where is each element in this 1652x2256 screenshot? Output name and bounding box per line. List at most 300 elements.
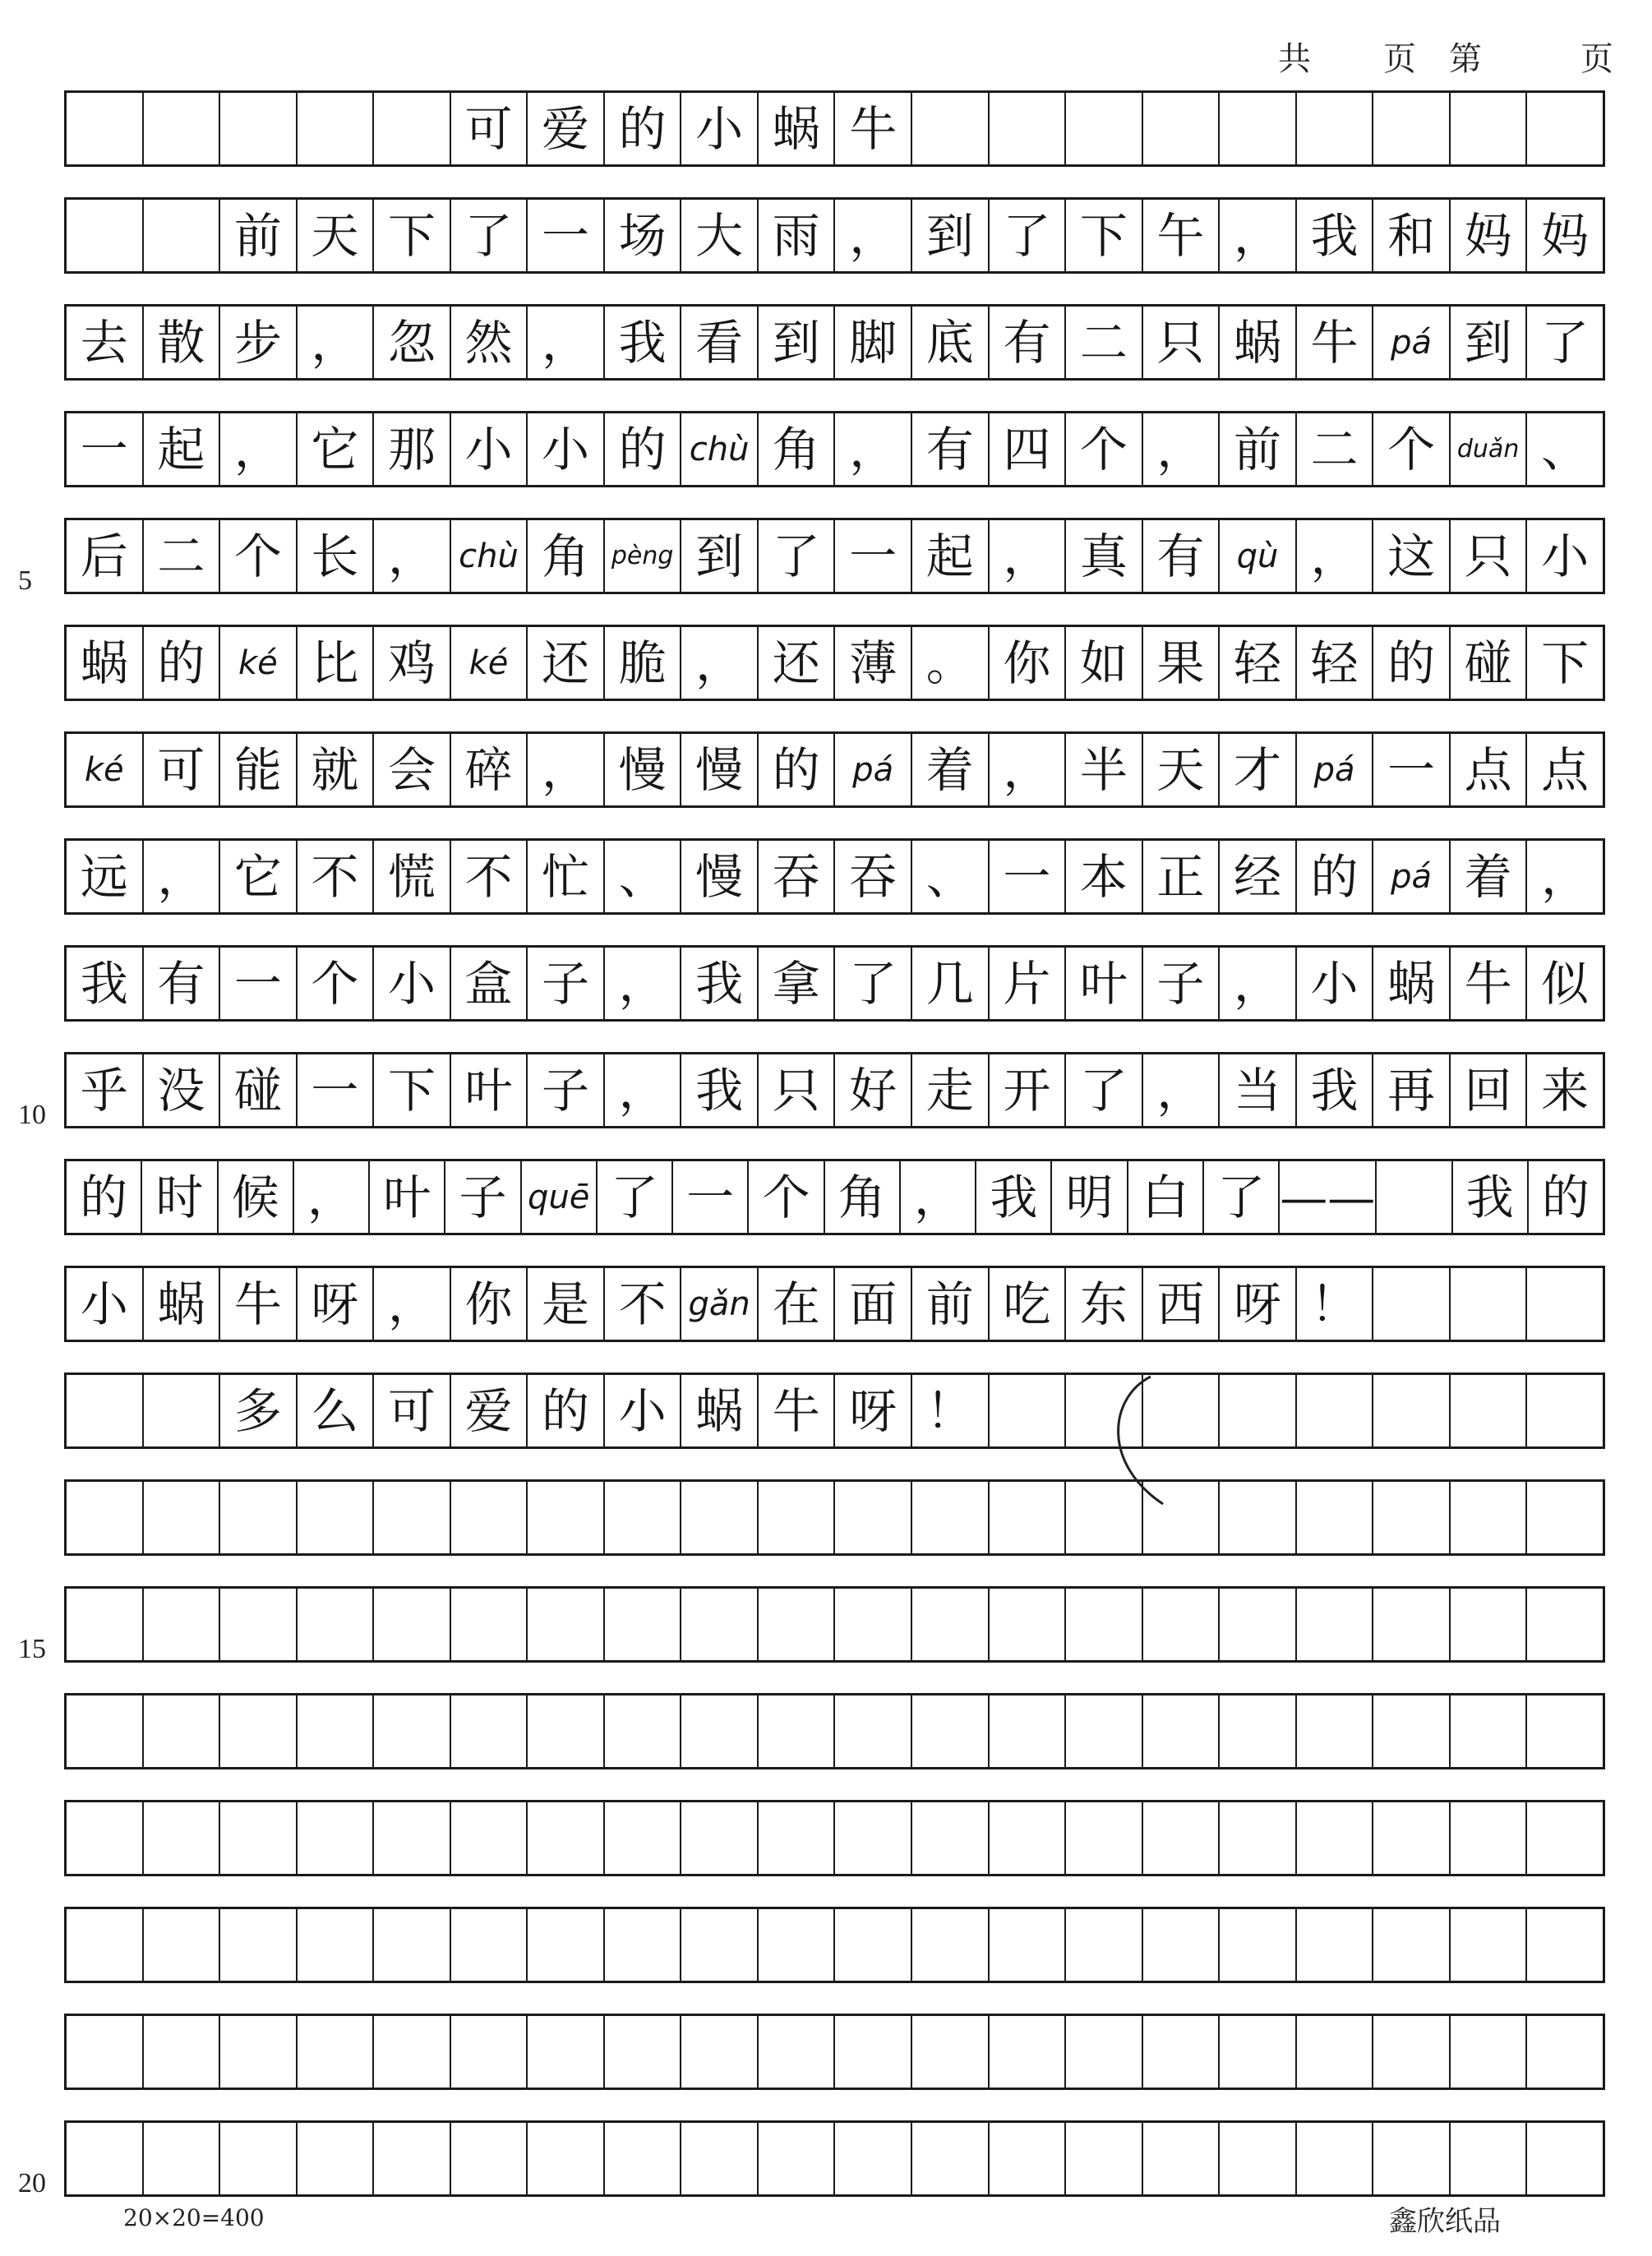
grid-cell: 小 <box>1541 528 1590 584</box>
grid-cell <box>220 2016 298 2088</box>
grid-cell: ， <box>374 1268 451 1340</box>
grid-cell: 它 <box>220 841 298 912</box>
grid-cell: 牛 <box>759 1375 836 1446</box>
grid-cell: 小 <box>528 413 605 485</box>
grid-cell: ， <box>1297 520 1374 592</box>
grid-cell: 有 <box>144 948 221 1019</box>
grid-cell: 到 <box>1451 307 1528 378</box>
grid-cell: 然 <box>451 307 528 378</box>
grid-cell <box>990 1802 1067 1874</box>
grid-cell: 小 <box>451 413 528 485</box>
grid-cell: 只 <box>1451 520 1528 592</box>
grid-cell <box>298 93 375 164</box>
paper-brand: 鑫欣纸品 <box>1389 2205 1501 2238</box>
grid-cell: 四 <box>990 413 1067 485</box>
grid-cell: 是 <box>528 1268 605 1340</box>
grid-cell: quē <box>522 1161 598 1233</box>
grid-cell: 去 <box>67 307 144 378</box>
grid-cell: 西 <box>1143 1268 1221 1340</box>
grid-cell: 小 <box>1297 948 1374 1019</box>
grid-cell <box>220 93 298 164</box>
grid-cell <box>1373 2016 1451 2088</box>
grid-cell: pèng <box>605 520 682 592</box>
grid-cell: 不 <box>451 841 528 912</box>
grid-cell <box>605 2016 682 2088</box>
grid-cell <box>144 1589 221 1660</box>
grid-cell <box>451 1482 528 1553</box>
grid-cell <box>298 1695 375 1767</box>
grid-cell: ， <box>220 413 298 485</box>
grid-cell: 没 <box>144 1054 221 1126</box>
grid-cell <box>759 1802 836 1874</box>
grid-cell <box>374 1695 451 1767</box>
grid-cell <box>1451 2123 1528 2194</box>
grid-cell: pá <box>1297 734 1374 805</box>
grid-cell <box>990 2123 1067 2194</box>
grid-cell <box>1527 1482 1603 1553</box>
grid-cell: 妈 <box>1451 200 1528 271</box>
grid-row <box>64 945 1605 1022</box>
grid-cell: 呀 <box>835 1375 912 1446</box>
grid-cell: ， <box>144 841 221 912</box>
grid-cell <box>298 1802 375 1874</box>
grid-cell <box>835 1802 912 1874</box>
grid-cell <box>1527 1802 1603 1874</box>
grid-cell <box>1373 1268 1451 1340</box>
grid-cell <box>1143 1802 1221 1874</box>
grid-cell: 二 <box>144 520 221 592</box>
grid-row <box>64 1266 1605 1342</box>
grid-cell <box>1066 1802 1143 1874</box>
grid-cell: 下 <box>1066 200 1143 271</box>
line-number: 20 <box>18 2168 46 2198</box>
grid-cell: 我 <box>1297 200 1374 271</box>
grid-cell <box>1297 1589 1374 1660</box>
grid-cell <box>1143 93 1221 164</box>
grid-cell <box>912 1802 990 1874</box>
grid-cell: 子 <box>1143 948 1221 1019</box>
grid-cell: 、 <box>912 841 990 912</box>
grid-cell: 我 <box>681 948 759 1019</box>
grid-cell: 远 <box>67 841 144 912</box>
grid-cell <box>451 2016 528 2088</box>
grid-cell: 蜗 <box>1373 948 1451 1019</box>
grid-cell: ， <box>298 307 375 378</box>
grid-cell: 走 <box>912 1054 990 1126</box>
grid-cell: 几 <box>912 948 990 1019</box>
grid-cell: ， <box>835 200 912 271</box>
line-number: 5 <box>18 565 32 596</box>
grid-cell: 我 <box>1453 1161 1529 1233</box>
grid-cell: 我 <box>1297 1054 1374 1126</box>
grid-cell <box>912 1482 990 1553</box>
grid-cell: 了 <box>835 948 912 1019</box>
grid-cell <box>67 2123 144 2194</box>
grid-cell <box>1377 1161 1452 1233</box>
grid-cell: 看 <box>681 307 759 378</box>
grid-cell <box>605 1909 682 1981</box>
grid-cell: 经 <box>1220 841 1297 912</box>
grid-cell: 片 <box>990 948 1067 1019</box>
grid-cell: 还 <box>528 627 605 699</box>
grid-cell <box>1373 1375 1451 1446</box>
grid-cell <box>220 1589 298 1660</box>
grid-cell <box>1373 1802 1451 1874</box>
grid-cell: 的 <box>1373 627 1451 699</box>
grid-cell: 它 <box>298 413 375 485</box>
grid-cell: —— <box>1280 1161 1377 1233</box>
total-label: 共 <box>1278 40 1311 78</box>
grid-cell <box>835 2123 912 2194</box>
grid-cell <box>1373 1589 1451 1660</box>
grid-cell: 子 <box>528 1054 605 1126</box>
grid-cell <box>1527 1695 1603 1767</box>
page-label-end: 页 <box>1580 40 1613 78</box>
grid-cell <box>67 93 144 164</box>
grid-cell: ， <box>1143 1054 1221 1126</box>
grid-cell: 一 <box>1373 734 1451 805</box>
grid-cell <box>220 1482 298 1553</box>
grid-cell: 前 <box>220 200 298 271</box>
grid-cell: 来 <box>1541 1062 1590 1119</box>
grid-cell: ké <box>451 627 528 699</box>
grid-cell: 就 <box>298 734 375 805</box>
grid-cell <box>1297 93 1374 164</box>
grid-cell: duǎn <box>1451 413 1528 485</box>
grid-cell: 雨 <box>759 200 836 271</box>
grid-cell: 二 <box>1066 307 1143 378</box>
grid-cell <box>67 200 144 271</box>
grid-cell <box>1527 2123 1603 2194</box>
grid-cell: 到 <box>759 307 836 378</box>
grid-cell: 个 <box>298 948 375 1019</box>
grid-cell <box>1373 1482 1451 1553</box>
grid-cell: 蜗 <box>759 93 836 164</box>
grid-cell: 蜗 <box>67 627 144 699</box>
grid-row <box>64 731 1605 808</box>
grid-cell <box>144 1909 221 1981</box>
grid-cell <box>681 1589 759 1660</box>
grid-row <box>64 1693 1605 1769</box>
grid-cell: 点 <box>1451 734 1528 805</box>
grid-cell <box>144 2123 221 2194</box>
grid-cell: 的 <box>605 413 682 485</box>
grid-cell: 慌 <box>374 841 451 912</box>
grid-cell: 底 <box>912 307 990 378</box>
grid-cell: 我 <box>67 948 144 1019</box>
grid-cell: 叶 <box>1066 948 1143 1019</box>
grid-cell <box>144 1375 221 1446</box>
grid-cell: pá <box>1373 841 1451 912</box>
grid-cell: 、 <box>605 841 682 912</box>
grid-cell <box>1527 1909 1603 1981</box>
grid-row <box>64 838 1605 915</box>
grid-cell: 好 <box>835 1054 912 1126</box>
grid-cell: 个 <box>1066 413 1143 485</box>
grid-cell: 慢 <box>681 734 759 805</box>
grid-row <box>64 411 1605 487</box>
grid-cell: 脆 <box>605 627 682 699</box>
grid-cell <box>681 1695 759 1767</box>
grid-cell: 半 <box>1066 734 1143 805</box>
grid-cell: 东 <box>1066 1268 1143 1340</box>
grid-cell <box>528 2123 605 2194</box>
grid-cell: 的 <box>605 93 682 164</box>
grid-cell: ！ <box>912 1375 990 1446</box>
grid-cell <box>1220 93 1297 164</box>
grid-cell <box>835 1909 912 1981</box>
grid-cell: 不 <box>298 841 375 912</box>
grid-cell <box>912 2016 990 2088</box>
grid-cell <box>1527 1375 1603 1446</box>
grid-cell: ， <box>835 413 912 485</box>
grid-cell <box>374 1589 451 1660</box>
grid-cell: 慢 <box>681 841 759 912</box>
grid-cell: 爱 <box>528 93 605 164</box>
grid-cell <box>67 1589 144 1660</box>
grid-cell: 脚 <box>835 307 912 378</box>
grid-cell: 明 <box>1052 1161 1128 1233</box>
grid-cell <box>528 1695 605 1767</box>
grid-cell <box>912 1695 990 1767</box>
grid-cell: 下 <box>374 1054 451 1126</box>
grid-cell <box>759 2016 836 2088</box>
grid-cell: 拿 <box>759 948 836 1019</box>
grid-cell: 蜗 <box>1220 307 1297 378</box>
grid-row <box>64 1586 1605 1663</box>
grid-cell: 碎 <box>451 734 528 805</box>
grid-cell: ， <box>605 948 682 1019</box>
grid-cell <box>605 1802 682 1874</box>
grid-cell: 角 <box>759 413 836 485</box>
grid-cell <box>990 1375 1067 1446</box>
grid-cell <box>1066 1589 1143 1660</box>
grid-cell: 慢 <box>605 734 682 805</box>
grid-cell: 蜗 <box>144 1268 221 1340</box>
grid-cell <box>374 2016 451 2088</box>
grid-cell <box>835 1695 912 1767</box>
grid-cell <box>67 1695 144 1767</box>
grid-row <box>64 1159 1605 1235</box>
grid-cell: 个 <box>220 520 298 592</box>
grid-cell: 轻 <box>1220 627 1297 699</box>
grid-cell: ， <box>294 1161 370 1233</box>
grid-cell: 小 <box>374 948 451 1019</box>
grid-cell: 白 <box>1128 1161 1204 1233</box>
grid-cell <box>1066 93 1143 164</box>
grid-cell <box>681 1482 759 1553</box>
line-number: 15 <box>18 1634 46 1664</box>
grid-cell <box>528 1909 605 1981</box>
grid-cell: ， <box>1220 200 1297 271</box>
grid-cell <box>1143 2123 1221 2194</box>
grid-cell <box>1451 93 1528 164</box>
grid-cell: 比 <box>298 627 375 699</box>
grid-cell <box>1451 1802 1528 1874</box>
grid-cell: 叶 <box>451 1054 528 1126</box>
grid-cell <box>451 1589 528 1660</box>
grid-cell <box>1451 1695 1528 1767</box>
grid-cell <box>528 1589 605 1660</box>
grid-cell: 开 <box>990 1054 1067 1126</box>
grid-cell: 到 <box>912 200 990 271</box>
grid-cell <box>1066 2123 1143 2194</box>
grid-cell: 候 <box>219 1161 294 1233</box>
grid-cell <box>144 1695 221 1767</box>
grid-cell: 再 <box>1373 1054 1451 1126</box>
grid-cell: 和 <box>1373 200 1451 271</box>
grid-cell: ， <box>1143 413 1221 485</box>
grid-cell: 还 <box>759 627 836 699</box>
grid-cell: 长 <box>298 520 375 592</box>
grid-cell: 角 <box>825 1161 901 1233</box>
grid-cell: 子 <box>528 948 605 1019</box>
grid-cell: gǎn <box>681 1268 759 1340</box>
grid-cell <box>144 200 221 271</box>
grid-cell: 个 <box>749 1161 824 1233</box>
grid-cell <box>1297 2123 1374 2194</box>
grid-cell <box>374 1802 451 1874</box>
grid-cell <box>912 93 990 164</box>
grid-cell: 着 <box>1451 841 1528 912</box>
grid-cell: 天 <box>298 200 375 271</box>
grid-row <box>64 1907 1605 1983</box>
grid-cell: 正 <box>1143 841 1221 912</box>
grid-cell <box>1297 1802 1374 1874</box>
grid-cell: 一 <box>67 413 144 485</box>
grid-cell <box>1451 1909 1528 1981</box>
grid-cell: 可 <box>144 734 221 805</box>
grid-cell <box>681 1909 759 1981</box>
grid-cell: 才 <box>1220 734 1297 805</box>
grid-cell <box>835 2016 912 2088</box>
grid-cell: 后 <box>67 520 144 592</box>
grid-cell: 起 <box>144 413 221 485</box>
grid-cell <box>1373 93 1451 164</box>
grid-cell <box>990 1589 1067 1660</box>
grid-cell: chù <box>681 413 759 485</box>
grid-cell <box>298 2016 375 2088</box>
grid-cell: 。 <box>912 627 990 699</box>
grid-cell <box>220 1802 298 1874</box>
grid-cell: 的 <box>144 627 221 699</box>
grid-cell <box>374 2123 451 2194</box>
grid-cell: ， <box>1541 848 1590 905</box>
grid-cell: ， <box>990 734 1067 805</box>
grid-cell <box>1066 1909 1143 1981</box>
grid-cell: 本 <box>1066 841 1143 912</box>
page-index-label: 第 <box>1449 40 1482 78</box>
grid-cell: 那 <box>374 413 451 485</box>
grid-cell: 如 <box>1066 627 1143 699</box>
grid-cell <box>298 2123 375 2194</box>
grid-cell: 时 <box>142 1161 218 1233</box>
grid-cell <box>1066 1695 1143 1767</box>
grid-cell: 我 <box>605 307 682 378</box>
grid-cell <box>1527 1268 1603 1340</box>
grid-cell: 你 <box>990 627 1067 699</box>
grid-cell: 只 <box>1143 307 1221 378</box>
grid-cell: 忽 <box>374 307 451 378</box>
grid-cell: 会 <box>374 734 451 805</box>
grid-cell: 有 <box>912 413 990 485</box>
grid-cell: 碰 <box>1451 627 1528 699</box>
grid-cell: 的 <box>67 1161 142 1233</box>
grid-cell: 大 <box>681 200 759 271</box>
grid-cell <box>1220 2016 1297 2088</box>
grid-cell: 的 <box>1297 841 1374 912</box>
grid-cell <box>605 1695 682 1767</box>
grid-cell: 了 <box>451 200 528 271</box>
grid-cell <box>528 2016 605 2088</box>
grid-cell: 在 <box>759 1268 836 1340</box>
grid-cell: 你 <box>451 1268 528 1340</box>
grid-cell <box>605 2123 682 2194</box>
grid-cell <box>1451 1268 1528 1340</box>
grid-row <box>64 518 1605 594</box>
grid-cell <box>1297 1909 1374 1981</box>
grid-cell: 吞 <box>759 841 836 912</box>
grid-cell <box>298 1909 375 1981</box>
grid-row <box>64 2014 1605 2090</box>
grid-cell: 当 <box>1220 1054 1297 1126</box>
grid-cell <box>605 1589 682 1660</box>
grid-row <box>64 1373 1605 1449</box>
grid-cell <box>1220 1695 1297 1767</box>
grid-cell: 有 <box>990 307 1067 378</box>
grid-cell: 牛 <box>1451 948 1528 1019</box>
grid-cell <box>1373 1695 1451 1767</box>
grid-cell <box>298 1482 375 1553</box>
grid-cell: 一 <box>220 948 298 1019</box>
grid-cell: 鸡 <box>374 627 451 699</box>
grid-cell <box>1373 1909 1451 1981</box>
grid-cell: ké <box>67 734 144 805</box>
grid-cell: 一 <box>528 200 605 271</box>
grid-cell <box>67 1802 144 1874</box>
grid-cell: 了 <box>598 1161 673 1233</box>
grid-cell: ， <box>528 307 605 378</box>
grid-row <box>64 1479 1605 1556</box>
grid-cell: 前 <box>912 1268 990 1340</box>
grid-cell: ， <box>901 1161 976 1233</box>
grid-cell <box>990 93 1067 164</box>
grid-cell <box>374 1909 451 1981</box>
grid-cell: 个 <box>1373 413 1451 485</box>
grid-cell: ， <box>1220 948 1297 1019</box>
grid-cell <box>990 2016 1067 2088</box>
line-number: 10 <box>18 1100 46 1130</box>
grid-cell: 么 <box>298 1375 375 1446</box>
grid-cell <box>1527 1589 1603 1660</box>
grid-cell <box>990 1909 1067 1981</box>
grid-cell: 了 <box>759 520 836 592</box>
grid-cell <box>528 1802 605 1874</box>
grid-cell <box>1220 1375 1297 1446</box>
grid-cell <box>1143 1589 1221 1660</box>
grid-cell: 了 <box>1541 314 1590 371</box>
grid-cell: 子 <box>445 1161 521 1233</box>
grid-cell: pá <box>835 734 912 805</box>
grid-cell: pá <box>1373 307 1451 378</box>
grid-cell: ， <box>374 520 451 592</box>
grid-cell: 只 <box>759 1054 836 1126</box>
grid-cell: 呀 <box>1220 1268 1297 1340</box>
grid-cell: 一 <box>673 1161 749 1233</box>
grid-cell <box>605 1482 682 1553</box>
grid-cell: 可 <box>374 1375 451 1446</box>
grid-cell <box>374 93 451 164</box>
